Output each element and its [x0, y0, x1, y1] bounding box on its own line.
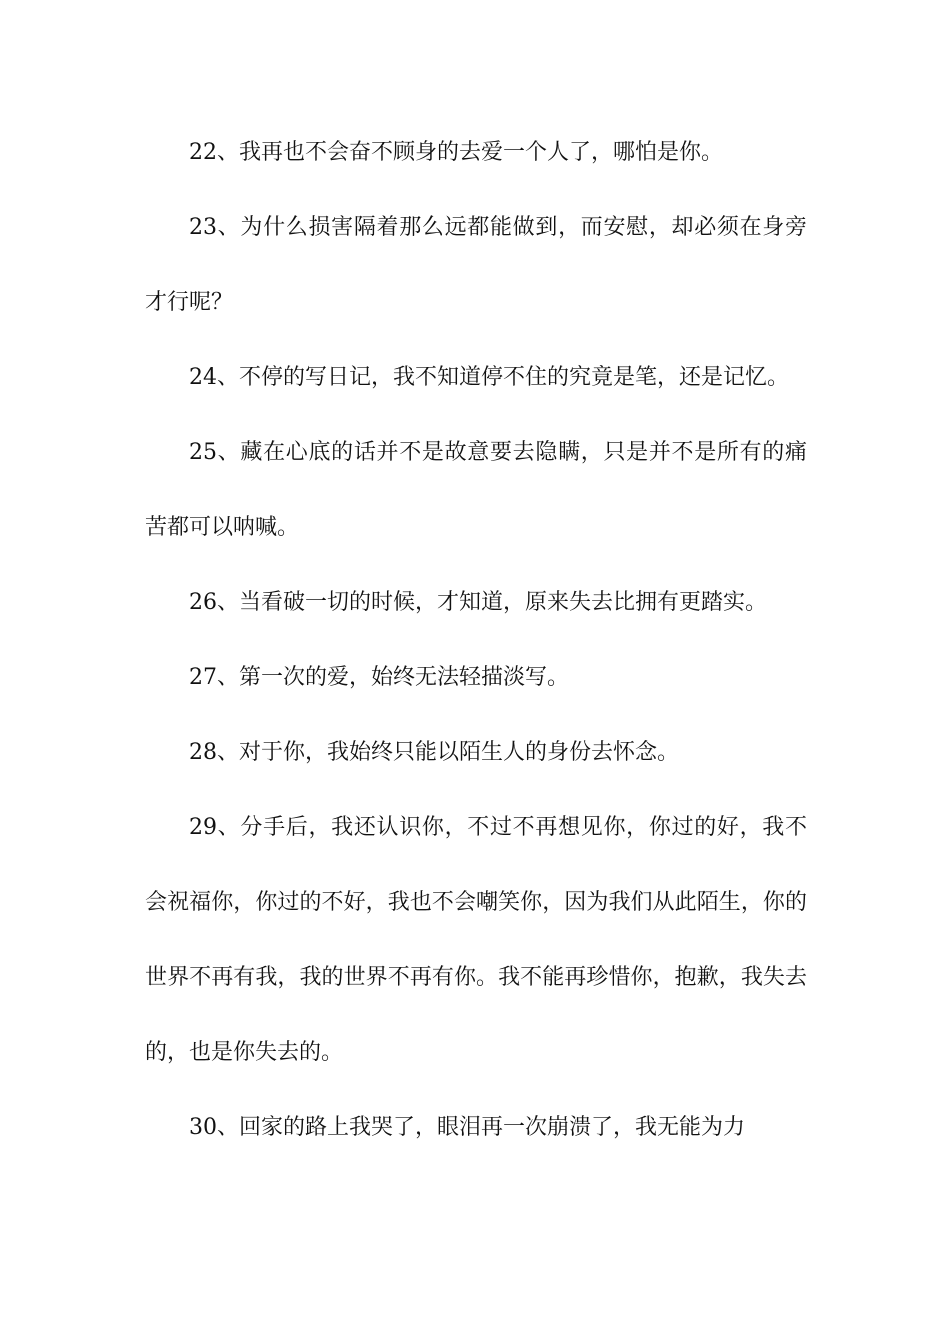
paragraph-28: 28、对于你，我始终只能以陌生人的身份去怀念。 — [189, 740, 679, 765]
document-body — [145, 115, 807, 1165]
paragraph-23: 23、为什么损害隔着那么远都能做到，而安慰，却必须在身旁才行呢？ — [145, 215, 807, 315]
paragraph-29: 29、分手后，我还认识你，不过不再想见你，你过的好，我不会祝福你，你过的不好，我也不会嘲笑你，因为我们从此陌生，你的世界不再有我，我的世界不再有你。我不能再珍惜你，抱歉，我失去的，也是你失去的。 — [145, 815, 807, 1065]
paragraph-22: 22、我再也不会奋不顾身的去爱一个人了，哪怕是你。 — [189, 140, 723, 165]
paragraph-30: 30、回家的路上我哭了，眼泪再一次崩溃了，我无能为力 — [189, 1115, 745, 1140]
paragraph-26: 26、当看破一切的时候，才知道，原来失去比拥有更踏实。 — [189, 590, 767, 615]
paragraph-25: 25、藏在心底的话并不是故意要去隐瞒，只是并不是所有的痛苦都可以呐喊。 — [145, 440, 807, 540]
paragraph-24: 24、不停的写日记，我不知道停不住的究竟是笔，还是记忆。 — [189, 365, 789, 390]
paragraph-27: 27、第一次的爱，始终无法轻描淡写。 — [189, 665, 569, 690]
